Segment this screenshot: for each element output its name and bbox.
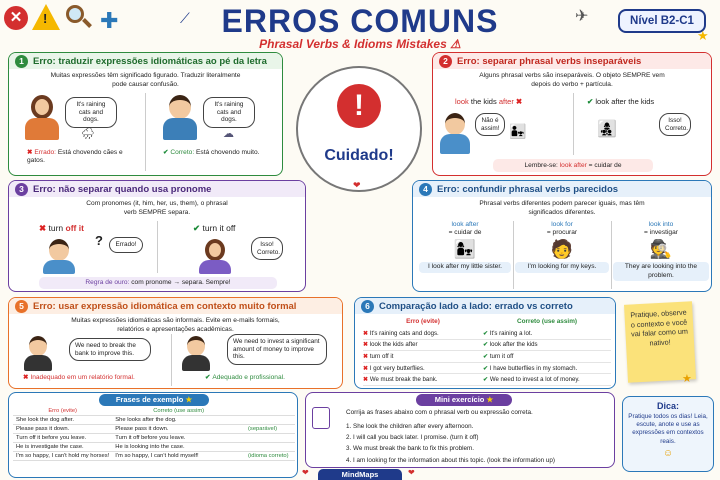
tip-title: Dica: (656, 401, 679, 411)
exercise-card (305, 392, 615, 468)
section-2-right-phrase: ✔ look after the kids (587, 97, 655, 106)
page-title: ERROS COMUNS (221, 3, 499, 39)
look-for-col: look for = procurar 🧑 I'm looking for my keys. (515, 221, 609, 273)
section-2-card (432, 52, 712, 176)
section-2-bubble-right: Isso! Correto. (659, 113, 691, 136)
section-2-desc: Alguns phrasal verbs são inseparáveis. O objeto SEMPRE vem depois do verbo + partícula. (479, 72, 665, 88)
section-4-desc: Phrasal verbs diferentes podem parecer iguais, mas têm significados diferentes. (479, 200, 645, 216)
col-right-head: Correto (use assim) (516, 318, 578, 325)
examples-wrong-head: Erro (evite) (13, 407, 112, 416)
examples-right-head: Correto (use assim) (112, 407, 245, 416)
examples-table (13, 407, 295, 461)
section-1-right: ✔ Correto: Está chovendo muito. (163, 149, 260, 156)
table-row: Please pass it down. Please pass it down. (separável) (13, 425, 295, 434)
tip-text: Pratique todos os dias! Leia, escute, anote e use as expressões em contextos reais. (628, 413, 708, 445)
section-6-number: 6 (361, 300, 374, 313)
comparison-row: ✖ turn off it ✔ turn it off (363, 351, 611, 363)
alert-icon: ! (337, 84, 381, 128)
clipboard-icon (312, 407, 330, 429)
exercise-instruction: Corrija as frases abaixo com o phrasal verb ou expressão correta. (346, 409, 533, 416)
section-2-note: Lembre-se: look after = cuidar de (493, 159, 653, 172)
section-3-wrong-phrase: ✖ turn off it (39, 223, 84, 233)
section-3-right-phrase: ✔ turn it off (193, 223, 236, 233)
section-5-bubble-left: We need to break the bank to improve this. (69, 338, 151, 361)
section-5-card (8, 297, 343, 389)
section-1-desc: Muitas expressões têm significado figurado. Traduzir literalmente pode causar confusão. (50, 72, 241, 88)
sparkle-left: ⟋ (180, 10, 190, 26)
examples-title: Frases de exemplo ★ (99, 394, 209, 406)
look-after-col: look after = cuidar de 👩‍👧 I look after my little sister. (419, 221, 511, 273)
puzzle-icon: ✚ (100, 8, 119, 33)
examples-card (8, 392, 298, 478)
section-1-title: Erro: traduzir expressões idiomáticas ao pé da letra (33, 55, 267, 67)
section-5-bubble-right: We need to invest a significant amount of money to improve this. (227, 334, 327, 365)
comparison-row: ✖ look the kids after ✔ look after the kids (363, 340, 611, 352)
warning-icon-small: ⚠ (450, 37, 461, 51)
section-6-title: Comparação lado a lado: errado vs correto (379, 300, 573, 312)
section-1-card (8, 52, 283, 176)
star-icon: ★ (697, 28, 709, 43)
cat-dog-rain-icon: 🌧 (81, 128, 95, 140)
look-into-col: look into = investigar 🕵 They are looking into the problem. (613, 221, 709, 281)
section-6-card (354, 297, 616, 389)
heart-icon-right: ❤ (408, 468, 415, 477)
x-icon: ✕ (4, 6, 28, 30)
page-subtitle: Phrasal Verbs & Idioms Mistakes ⚠ (259, 37, 461, 51)
star-icon: ★ (682, 373, 692, 385)
comparison-row: ✖ We must break the bank. ✔ We need to invest a lot of money. (363, 374, 611, 386)
section-1-wrong: ✖ Errado: Está chovendo cães e gatos. (27, 149, 123, 165)
col-wrong-head: Erro (evite) (406, 318, 440, 325)
section-3-number: 3 (15, 183, 28, 196)
section-3-bubble-right: Isso! Correto. (251, 237, 283, 260)
exercise-item: 4. I am looking for the information about this topic. (look the information up) (346, 456, 555, 464)
warning-mark: ! (43, 11, 48, 26)
section-5-title: Erro: usar expressão idiomática em contexto muito formal (33, 300, 297, 312)
section-4-card (412, 180, 712, 292)
section-1-number: 1 (15, 55, 28, 68)
kids-icon-left: 👨‍👧 (509, 123, 527, 139)
section-1-bubble-left: It's raining cats and dogs. (65, 97, 117, 128)
section-3-title: Erro: não separar quando usa pronome (33, 183, 212, 195)
detective-icon: 🕵 (649, 239, 673, 260)
exercise-list (346, 421, 610, 466)
section-5-number: 5 (15, 300, 28, 313)
center-label: Cuidado! (324, 147, 394, 164)
family-icon-right: 👩‍👧‍👦 (597, 121, 617, 138)
section-2-bubble-left: Não é assim! (475, 113, 505, 136)
table-row: I'm so happy, I can't hold my horses! I'm so happy, I can't hold myself! (idioma correto) (13, 452, 295, 461)
sticky-note (624, 301, 696, 382)
table-row: She look the dog after. She looks after the dog. (13, 416, 295, 425)
exercise-item: 3. We must break the bank to fix this problem. (346, 445, 474, 453)
comparison-list (363, 328, 611, 386)
tip-card (622, 396, 714, 472)
table-row: He is investigate the case. He is looking into the case. (13, 443, 295, 452)
section-1-bubble-right: It's raining cats and dogs. (203, 97, 255, 128)
section-3-desc: Com pronomes (it, him, her, us, them), o phrasal verb SEMPRE separa. (86, 200, 228, 216)
section-3-rule: Regra de ouro: com pronome → separa. Sempre! (39, 277, 277, 289)
section-4-number: 4 (419, 183, 432, 196)
heart-icon: ❤ (353, 180, 361, 190)
section-5-desc: Muitas expressões idiomáticas são informais. Evite em e-mails formais, relatórios e apresentações acadêmicas. (71, 317, 280, 333)
table-row: Turn off it before you leave. Turn it off before you leave. (13, 434, 295, 443)
heart-icon-left: ❤ (302, 468, 309, 477)
section-2-number: 2 (439, 55, 452, 68)
paper-plane-icon: ✈ (575, 8, 589, 25)
exercise-item: 1. She look the children after every afternoon. (346, 423, 474, 430)
woman-child-icon: 👩‍👧 (453, 239, 477, 260)
section-3-card: 3 Erro: não separar quando usa pronome Com pronomes (it, him, her, us, them), o phrasal verb SEMPRE separa. ✖ turn off it ? Errado! ✔ turn it off Isso! Correto. Regra de ouro: com pronome → separa. Sempre! (8, 180, 306, 292)
section-4-title: Erro: confundir phrasal verbs parecidos (437, 183, 619, 195)
searching-man-icon: 🧑 (550, 239, 574, 260)
comparison-row: ✖ It's raining cats and dogs. ✔ It's raining a lot. (363, 328, 611, 340)
footer-brand: MindMaps (318, 469, 402, 480)
section-5-right: ✔ Adequado e profissional. (205, 374, 285, 381)
section-2-wrong-phrase: look the kids after ✖ (455, 97, 523, 106)
exercise-title: Mini exercício ★ (416, 394, 512, 406)
section-5-wrong: ✖ Inadequado em um relatório formal. (23, 374, 135, 381)
rain-cloud-icon: ☁ (223, 128, 234, 140)
exercise-item: 2. I will call you back later. I promise. (turn it off) (346, 434, 479, 442)
comparison-row: ✖ I got very butterflies. ✔ I have butterflies in my stomach. (363, 363, 611, 375)
section-3-bubble-left: Errado! (109, 237, 143, 253)
sticky-note-text: Pratique, observe o contexto e você vai falar como um nativo! (630, 307, 689, 348)
smiley-icon: ☺ (662, 447, 674, 459)
level-badge: Nível B2-C1 (618, 9, 706, 33)
section-2-title: Erro: separar phrasal verbs inseparáveis (457, 55, 642, 67)
